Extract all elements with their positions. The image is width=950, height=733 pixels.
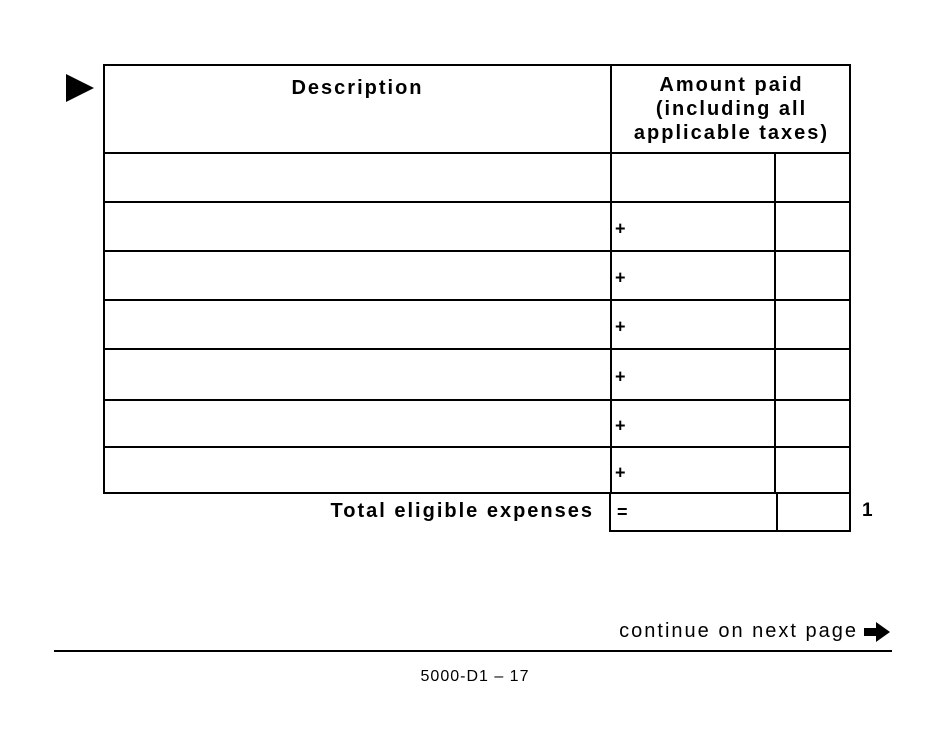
row-operator: + (615, 462, 626, 483)
table-row[interactable] (105, 401, 849, 448)
table-header-row (105, 66, 849, 154)
row-operator: + (615, 415, 626, 436)
page-number: 5000-D1 – 17 (420, 668, 530, 685)
amount-header-line: Amount paid (659, 74, 804, 96)
continue-text: continue on next page (619, 620, 858, 642)
amount-header-line: applicable taxes) (633, 122, 830, 144)
row-operator: + (615, 218, 626, 239)
row-operator: + (615, 267, 626, 288)
table-row[interactable] (105, 154, 849, 203)
arrow-right-icon (862, 620, 892, 644)
pointer-arrow-icon (66, 74, 94, 102)
amount-header-line: (including all (655, 98, 808, 120)
line-number: 1 (862, 500, 873, 521)
expenses-table (103, 64, 851, 494)
table-row[interactable] (105, 448, 849, 494)
table-row[interactable] (105, 350, 849, 401)
description-column-header: Description (291, 77, 424, 99)
table-row[interactable] (105, 252, 849, 301)
total-cents-divider (776, 494, 778, 530)
table-row[interactable] (105, 203, 849, 252)
amount-column-header (612, 73, 851, 145)
footer-rule (54, 650, 892, 652)
total-amount-field[interactable] (609, 492, 851, 532)
row-operator: + (615, 316, 626, 337)
row-operator: + (615, 366, 626, 387)
total-label: Total eligible expenses (330, 500, 594, 522)
total-operator: = (617, 502, 628, 522)
table-row[interactable] (105, 301, 849, 350)
